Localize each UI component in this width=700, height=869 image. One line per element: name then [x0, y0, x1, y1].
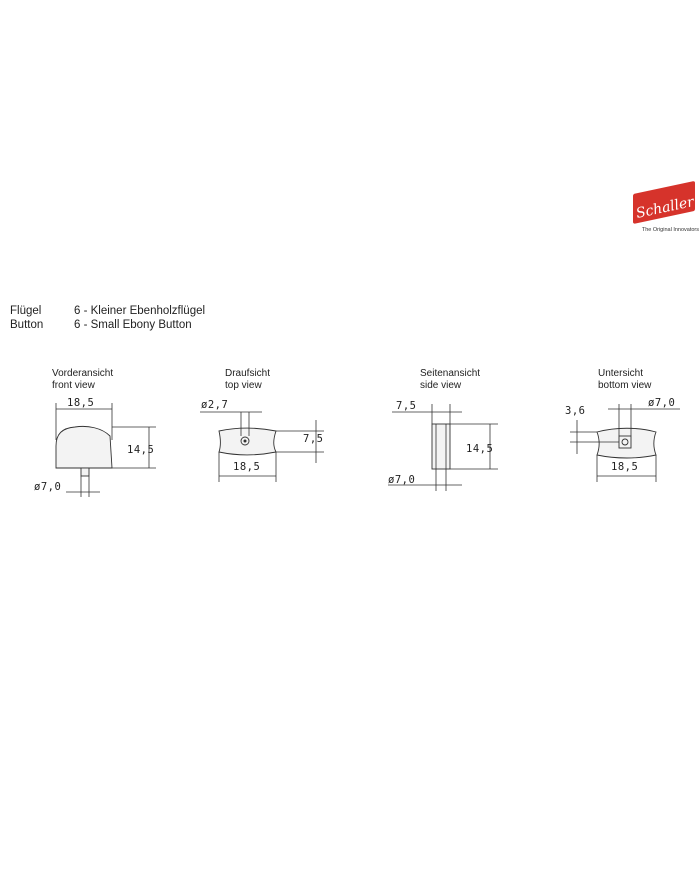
logo-tagline: The Original Innovators: [641, 227, 699, 233]
front-shaft-dimension: ø7,0: [34, 481, 62, 493]
side-view-button-shape: [432, 424, 450, 469]
bottom-view-title-de: Untersicht: [598, 368, 644, 379]
bottom-width-dimension: 18,5: [611, 461, 639, 473]
side-thickness-dimension: 7,5: [396, 400, 417, 412]
front-width-dimension: 18,5: [67, 397, 95, 409]
header-label-1: Flügel: [10, 305, 42, 317]
top-hole-dimension: ø2,7: [201, 399, 229, 411]
front-view-button-shape: [56, 426, 112, 468]
top-view-hole-center: [244, 440, 247, 443]
front-view-shaft: [81, 468, 89, 476]
top-view-title-de: Draufsicht: [225, 368, 271, 379]
front-height-dimension: 14,5: [127, 444, 155, 456]
header-value-1: 6 - Kleiner Ebenholzflügel: [74, 305, 206, 317]
header-label-2: Button: [10, 319, 44, 331]
bottom-hole-depth-dimension: 3,6: [565, 405, 586, 417]
top-width-dimension: 18,5: [233, 461, 261, 473]
side-view-title-de: Seitenansicht: [420, 368, 481, 379]
top-thickness-dimension: 7,5: [303, 433, 324, 445]
front-view-title-de: Vorderansicht: [52, 368, 114, 379]
side-height-dimension: 14,5: [466, 443, 494, 455]
header-value-2: 6 - Small Ebony Button: [74, 319, 192, 331]
bottom-view-hole: [622, 439, 628, 445]
top-view-title-en: top view: [225, 380, 262, 391]
front-view-title-en: front view: [52, 380, 95, 391]
side-shaft-dimension: ø7,0: [388, 474, 416, 486]
bottom-view-title-en: bottom view: [598, 380, 652, 391]
logo-wordmark: Schaller: [634, 194, 696, 222]
top-view-drawing: [200, 412, 324, 482]
side-view-title-en: side view: [420, 380, 462, 391]
bottom-shaft-dimension: ø7,0: [648, 397, 676, 409]
